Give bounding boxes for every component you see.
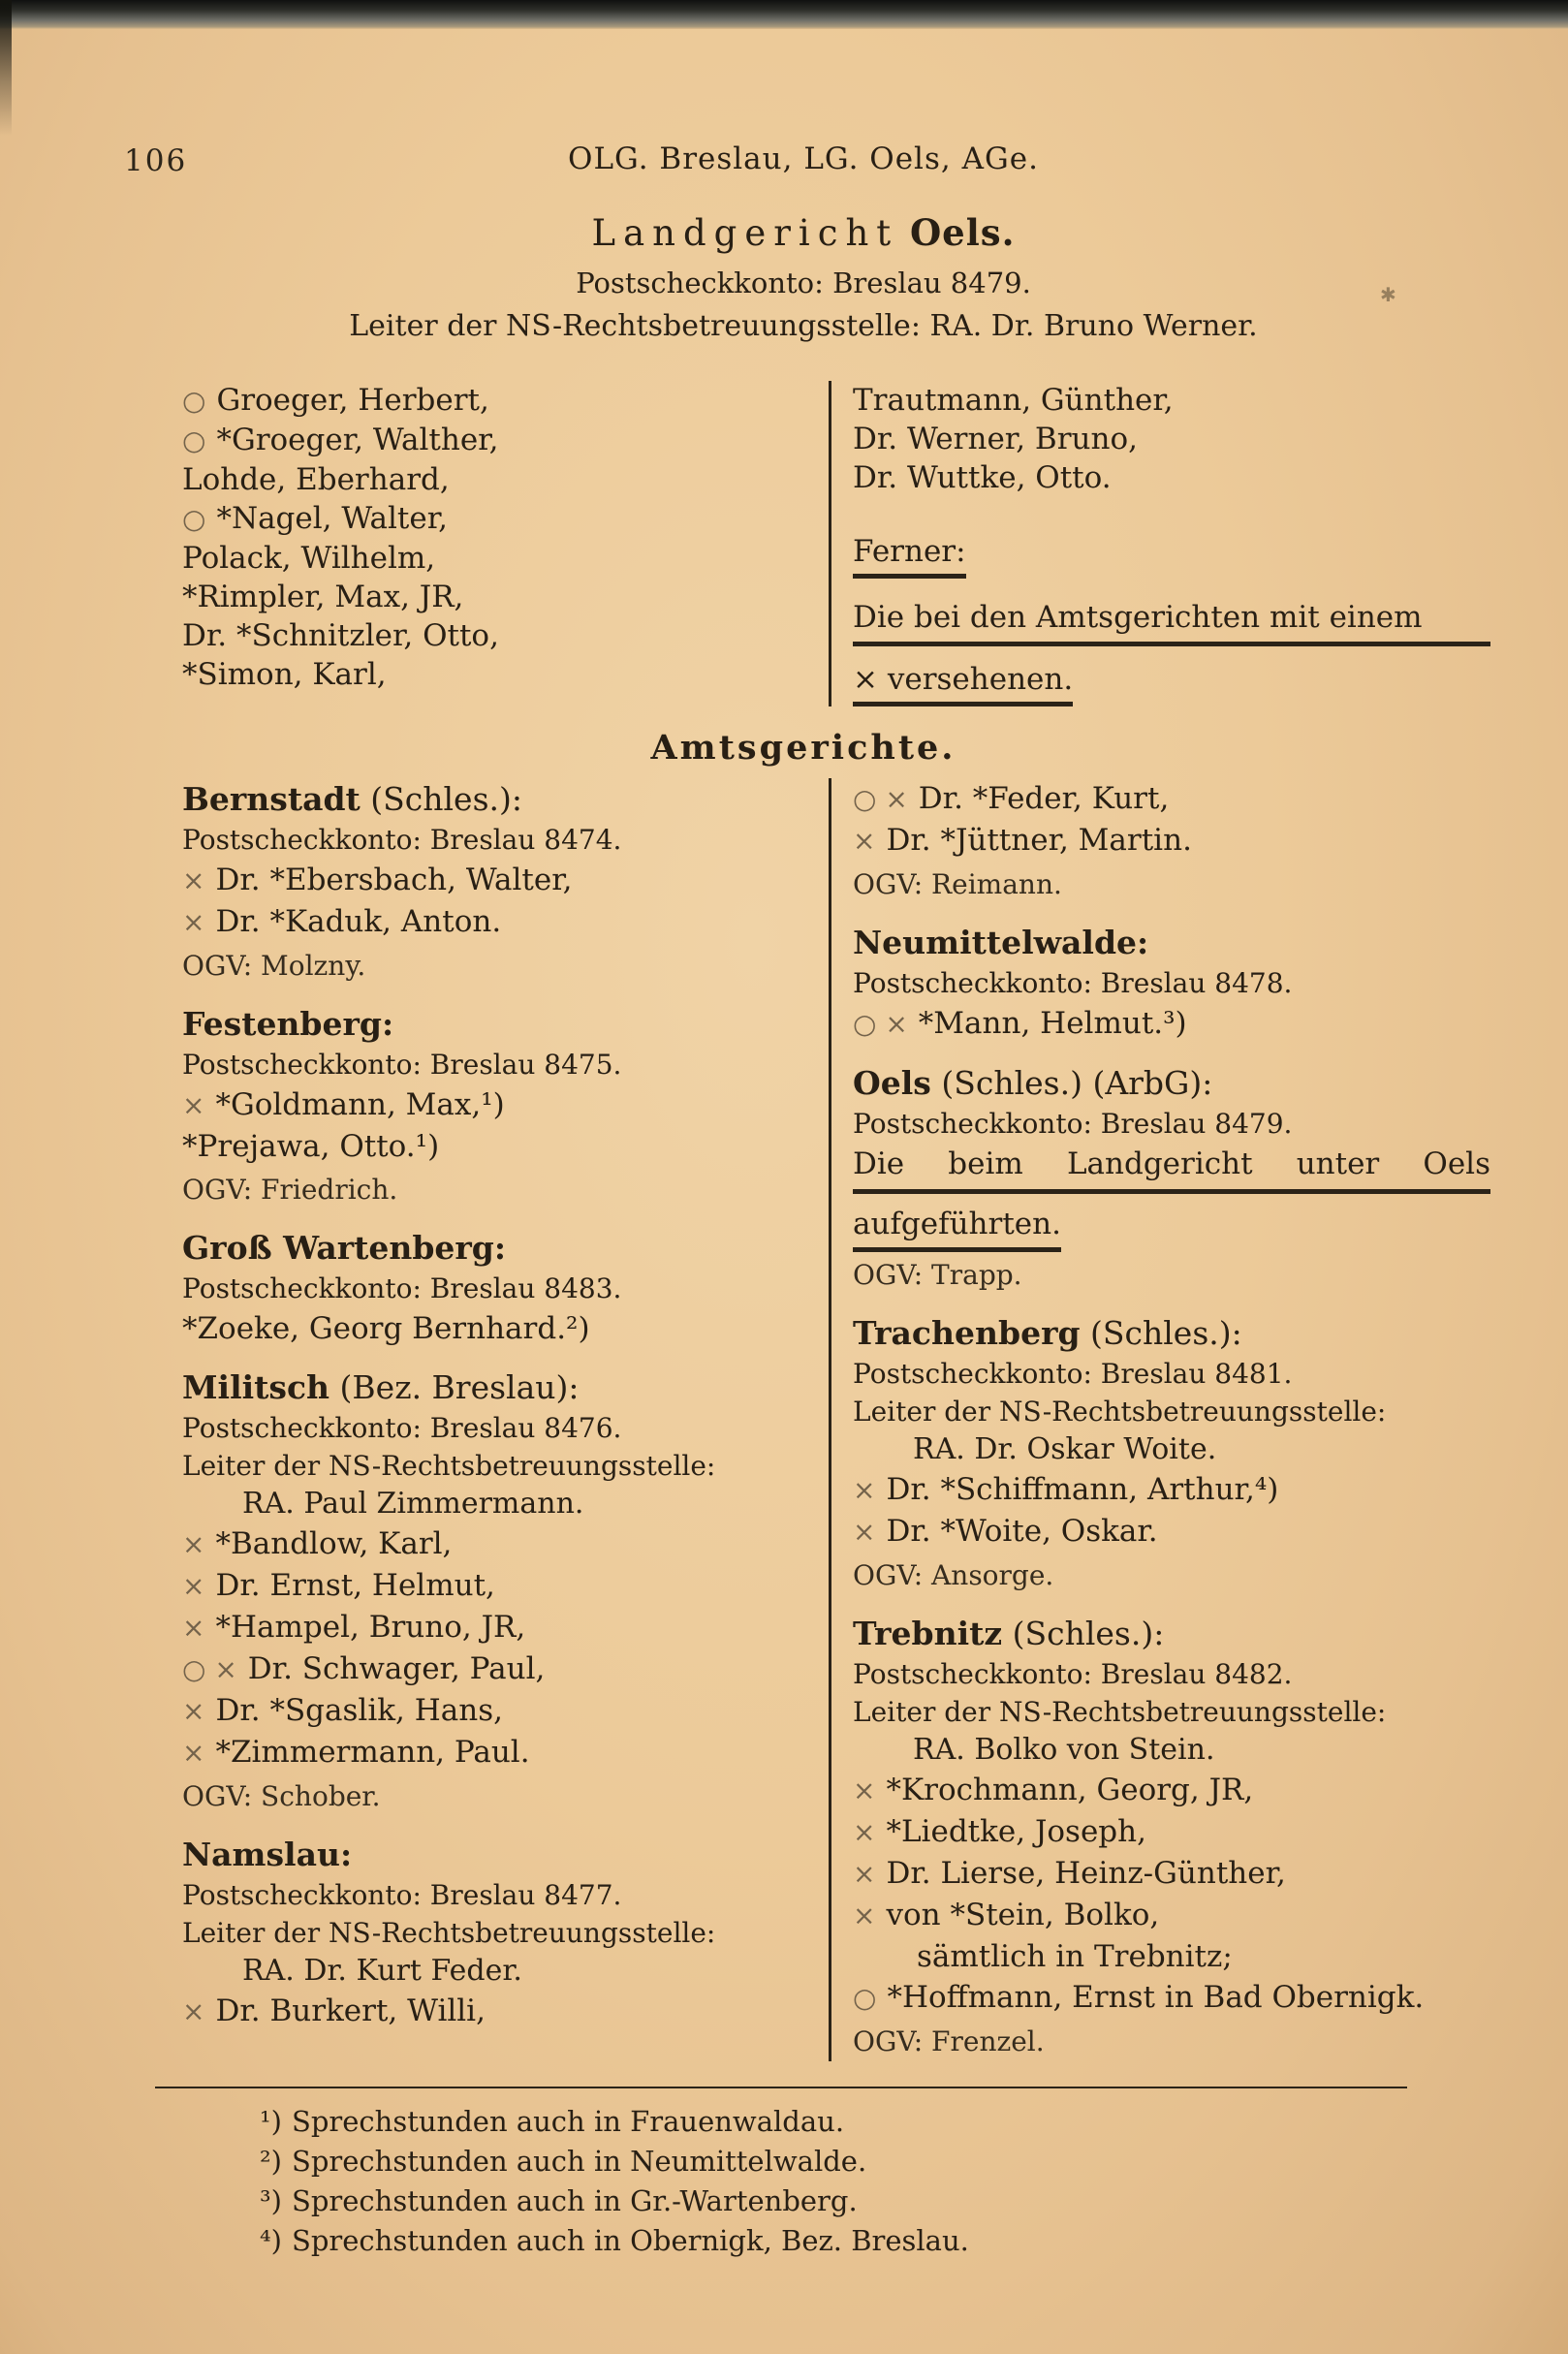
entry-text: Dr. Werner, Bruno,	[853, 422, 1138, 456]
entry-text: Dr. *Schnitzler, Otto,	[182, 618, 499, 653]
postscheckkonto-line: Postscheckkonto: Breslau 8478.	[853, 967, 1293, 999]
footnote-marker: ²)	[260, 2145, 282, 2178]
court-name-suffix: (Schles.):	[360, 780, 523, 818]
lawyer-entry	[182, 860, 829, 901]
entry-text: *Groeger, Walther,	[216, 423, 499, 457]
lawyer-entry	[853, 1853, 1490, 1895]
entry-text: Polack, Wilhelm,	[182, 541, 436, 576]
lawyer-entry	[182, 616, 829, 655]
entry-text: Dr. *Woite, Oskar.	[886, 1514, 1158, 1549]
court-name: Trachenberg	[853, 1314, 1081, 1352]
footnote-divider	[155, 2087, 1407, 2088]
footnote-text: Sprechstunden auch in Gr.-Wartenberg.	[291, 2184, 858, 2217]
entry-mark: ○	[182, 424, 206, 456]
entry-text: sämtlich in Trebnitz;	[917, 1939, 1233, 1974]
entry-text: *Goldmann, Max,¹)	[215, 1087, 505, 1122]
court-name-suffix: (Schles.):	[1002, 1615, 1165, 1652]
lawyer-entry	[182, 1991, 829, 2032]
court-section-namslau	[182, 1834, 829, 2032]
lawyer-entry	[853, 458, 1490, 497]
ferner-text-line2: × versehenen.	[853, 660, 1073, 706]
entry-mark: ×	[182, 864, 205, 896]
lawyer-entry	[853, 1003, 1490, 1045]
entry-text: Lohde, Eberhard,	[182, 462, 450, 497]
leiter-line: Leiter der NS-Rechtsbetreuungsstelle:	[182, 1917, 716, 1949]
entry-mark: ○ ×	[853, 783, 908, 815]
footnote-line	[260, 2181, 1490, 2221]
lawyer-entry-continuation	[853, 1936, 1490, 1977]
ferner-text-line2-wrap	[853, 660, 1490, 706]
lawyer-entry	[853, 1511, 1490, 1553]
postscheckkonto-line: Postscheckkonto: Breslau 8482.	[853, 1658, 1293, 1690]
landgericht-title-word: Landgericht	[591, 212, 899, 254]
landgericht-title-name: Oels.	[909, 211, 1016, 254]
leiter-name: RA. Dr. Kurt Feder.	[242, 1954, 522, 1988]
lawyer-entry	[853, 1977, 1490, 2019]
amtsgerichte-right-column	[829, 778, 1490, 2061]
landgericht-title	[116, 209, 1490, 257]
entry-mark: ×	[182, 1528, 205, 1560]
court-section-heading	[853, 922, 1490, 964]
lawyer-entry	[853, 1469, 1490, 1511]
court-name-suffix: (Bez. Breslau):	[329, 1368, 580, 1406]
entry-mark: ○	[182, 385, 206, 417]
postscheckkonto-line: Postscheckkonto: Breslau 8476.	[182, 1412, 622, 1444]
ogv-line: OGV: Reimann.	[853, 868, 1062, 900]
entry-mark: ×	[853, 1774, 876, 1806]
ogv-line: OGV: Schober.	[182, 1780, 381, 1812]
lawyer-entry	[853, 778, 1490, 820]
court-section-oels	[853, 1062, 1490, 1295]
page-number: 106	[124, 143, 188, 178]
court-name: Militsch	[182, 1368, 330, 1406]
lawyer-entry	[182, 901, 829, 943]
lawyer-entry	[182, 1126, 829, 1167]
court-name: Oels	[853, 1064, 931, 1102]
court-name: Namslau:	[182, 1836, 353, 1873]
ogv-line: OGV: Frenzel.	[853, 2025, 1045, 2057]
oels-reference-line1: Die beim Landgericht unter Oels	[853, 1144, 1490, 1194]
ogv-line: OGV: Molzny.	[182, 950, 366, 982]
amtsgerichte-columns	[116, 778, 1490, 2061]
page-header	[116, 141, 1490, 184]
lawyer-entry	[853, 820, 1490, 862]
oels-reference-line2: aufgeführten.	[853, 1204, 1061, 1252]
court-name: Bernstadt	[182, 780, 361, 818]
entry-mark: ×	[182, 1995, 205, 2027]
entry-mark: ○	[182, 503, 206, 535]
entry-text: von *Stein, Bolko,	[886, 1898, 1160, 1932]
entry-mark: ×	[182, 1089, 205, 1121]
ogv-line: OGV: Ansorge.	[853, 1559, 1054, 1591]
ink-speck: ✱	[1380, 283, 1396, 306]
court-name: Trebnitz	[853, 1615, 1003, 1652]
lawyer-entry	[182, 539, 829, 578]
entry-mark: ×	[182, 1570, 205, 1602]
entry-text: *Hampel, Bruno, JR,	[215, 1610, 526, 1645]
lawyer-entry	[853, 420, 1490, 458]
lawyer-entry	[182, 381, 829, 421]
entry-text: Groeger, Herbert,	[216, 383, 489, 418]
entry-mark: ×	[853, 1516, 876, 1548]
entry-text: *Nagel, Walter,	[216, 501, 448, 536]
entry-text: *Krochmann, Georg, JR,	[886, 1773, 1254, 1807]
landgericht-postscheckkonto: Postscheckkonto: Breslau 8479.	[576, 267, 1031, 299]
court-section-heading	[182, 1003, 829, 1046]
court-name-suffix: (Schles.):	[1080, 1314, 1242, 1352]
lawyer-entry	[182, 1084, 829, 1126]
court-section-heading	[853, 1312, 1490, 1355]
court-section-heading	[182, 1366, 829, 1409]
leiter-name: RA. Bolko von Stein.	[913, 1733, 1215, 1767]
ogv-line: OGV: Friedrich.	[182, 1174, 398, 1206]
postscheckkonto-line: Postscheckkonto: Breslau 8477.	[182, 1879, 622, 1911]
lawyer-entry	[182, 1523, 829, 1565]
entry-text: *Zimmermann, Paul.	[215, 1735, 530, 1770]
entry-text: *Zoeke, Georg Bernhard.²)	[182, 1311, 590, 1346]
court-section-gross-wartenberg	[182, 1227, 829, 1349]
leiter-name: RA. Dr. Oskar Woite.	[913, 1432, 1217, 1466]
entry-mark: ×	[853, 1858, 876, 1890]
entry-text: *Hoffmann, Ernst in Bad Obernigk.	[887, 1980, 1425, 2015]
entry-text: *Rimpler, Max, JR,	[182, 580, 464, 614]
running-header: OLG. Breslau, LG. Oels, AGe.	[568, 141, 1039, 176]
leiter-line: Leiter der NS-Rechtsbetreuungsstelle:	[853, 1696, 1387, 1728]
entry-text: Dr. *Feder, Kurt,	[918, 781, 1170, 816]
footnote-marker: ¹)	[260, 2105, 282, 2138]
entry-text: Dr. Ernst, Helmut,	[215, 1568, 495, 1603]
footnote-line	[260, 2102, 1490, 2142]
ferner-text-line1: Die bei den Amtsgerichten mit einem	[853, 598, 1490, 646]
amtsgerichte-left-column	[116, 778, 829, 2061]
oels-reference-line2-wrap	[853, 1204, 1490, 1252]
footnote-marker: ³)	[260, 2184, 282, 2217]
landgericht-leiter: Leiter der NS-Rechtsbetreuungsstelle: RA. Dr. Bruno Werner.	[349, 309, 1258, 343]
lawyer-entry	[182, 1607, 829, 1648]
footnote-text: Sprechstunden auch in Frauenwaldau.	[291, 2105, 845, 2138]
footnotes	[116, 2102, 1490, 2261]
entry-text: Dr. Lierse, Heinz-Günther,	[886, 1856, 1286, 1891]
footnote-line	[260, 2142, 1490, 2181]
leiter-line: Leiter der NS-Rechtsbetreuungsstelle:	[182, 1450, 716, 1482]
landgericht-right-column	[829, 381, 1490, 706]
court-section-heading	[853, 1613, 1490, 1655]
entry-mark: ×	[853, 825, 876, 857]
lawyer-entry	[853, 381, 1490, 420]
ogv-line: OGV: Trapp.	[853, 1259, 1022, 1291]
landgericht-left-column	[116, 381, 829, 706]
entry-mark: ×	[182, 1612, 205, 1644]
entry-text: Dr. Wuttke, Otto.	[853, 460, 1112, 495]
court-name: Festenberg:	[182, 1005, 394, 1043]
lawyer-entry	[182, 1308, 829, 1349]
court-section-namslau-continued	[853, 778, 1490, 904]
entry-text: Dr. *Schiffmann, Arthur,⁴)	[886, 1472, 1279, 1507]
court-section-bernstadt	[182, 778, 829, 986]
lawyer-entry	[853, 1811, 1490, 1853]
entry-text: *Simon, Karl,	[182, 657, 387, 692]
entry-mark: ×	[853, 1474, 876, 1506]
entry-text: Dr. *Sgaslik, Hans,	[215, 1693, 503, 1728]
footnote-text: Sprechstunden auch in Neumittelwalde.	[291, 2145, 867, 2178]
entry-text: Dr. Burkert, Willi,	[215, 1993, 486, 2028]
lawyer-entry	[182, 421, 829, 460]
postscheckkonto-line: Postscheckkonto: Breslau 8479.	[853, 1108, 1293, 1140]
entry-text: *Bandlow, Karl,	[215, 1526, 453, 1561]
entry-text: *Mann, Helmut.³)	[918, 1006, 1187, 1041]
court-section-festenberg	[182, 1003, 829, 1209]
court-section-militsch	[182, 1366, 829, 1816]
lawyer-entry	[853, 1895, 1490, 1936]
court-section-heading	[182, 1227, 829, 1270]
entry-text: Dr. *Jüttner, Martin.	[886, 823, 1192, 858]
postscheckkonto-line: Postscheckkonto: Breslau 8483.	[182, 1272, 622, 1304]
postscheckkonto-line: Postscheckkonto: Breslau 8481.	[853, 1358, 1293, 1390]
entry-mark: ×	[182, 1695, 205, 1727]
entry-mark: ×	[853, 1816, 876, 1848]
lawyer-entry	[182, 460, 829, 499]
court-section-heading	[182, 778, 829, 821]
entry-text: Trautmann, Günther,	[853, 383, 1174, 418]
court-name: Groß Wartenberg:	[182, 1229, 507, 1267]
entry-mark: ○ ×	[853, 1008, 908, 1040]
entry-mark: ×	[182, 906, 205, 938]
court-section-trebnitz	[853, 1613, 1490, 2061]
landgericht-columns	[116, 381, 1490, 706]
entry-mark: ×	[182, 1737, 205, 1769]
leiter-line: Leiter der NS-Rechtsbetreuungsstelle:	[853, 1396, 1387, 1428]
lawyer-entry	[182, 1690, 829, 1732]
entry-mark: ×	[853, 1899, 876, 1931]
entry-mark: ○ ×	[182, 1653, 237, 1685]
footnote-text: Sprechstunden auch in Obernigk, Bez. Breslau.	[291, 2224, 969, 2257]
entry-text: Dr. Schwager, Paul,	[247, 1651, 546, 1686]
entry-mark: ○	[853, 1982, 877, 2014]
ferner-label: Ferner:	[853, 532, 966, 579]
court-section-neumittelwalde	[853, 922, 1490, 1045]
lawyer-entry	[182, 655, 829, 694]
entry-text: Dr. *Ebersbach, Walter,	[215, 863, 573, 897]
lawyer-entry	[182, 578, 829, 616]
court-name: Neumittelwalde:	[853, 924, 1149, 961]
entry-text: *Prejawa, Otto.¹)	[182, 1129, 440, 1164]
postscheckkonto-line: Postscheckkonto: Breslau 8474.	[182, 824, 622, 856]
footnote-line	[260, 2221, 1490, 2261]
amtsgerichte-title: Amtsgerichte.	[650, 728, 956, 768]
lawyer-entry	[182, 499, 829, 539]
entry-text: *Liedtke, Joseph,	[886, 1814, 1146, 1849]
court-section-heading	[853, 1062, 1490, 1105]
court-section-trachenberg	[853, 1312, 1490, 1595]
postscheckkonto-line: Postscheckkonto: Breslau 8475.	[182, 1049, 622, 1081]
ferner-note	[853, 532, 1490, 706]
lawyer-entry	[853, 1770, 1490, 1811]
entry-text: Dr. *Kaduk, Anton.	[215, 904, 502, 939]
lawyer-entry	[182, 1565, 829, 1607]
lawyer-entry	[182, 1648, 829, 1690]
leiter-name: RA. Paul Zimmermann.	[242, 1487, 584, 1521]
court-section-heading	[182, 1834, 829, 1876]
lawyer-entry	[182, 1732, 829, 1773]
court-name-suffix: (Schles.) (ArbG):	[930, 1064, 1213, 1102]
footnote-marker: ⁴)	[260, 2224, 282, 2257]
